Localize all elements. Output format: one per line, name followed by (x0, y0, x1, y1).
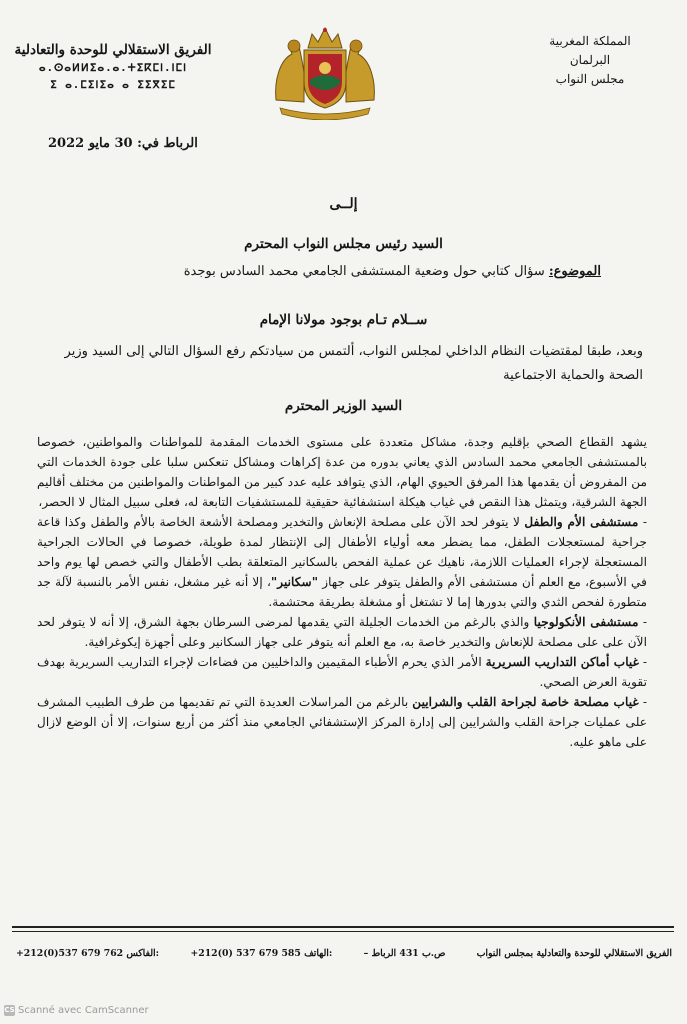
fax-label: الفاكس: (126, 948, 160, 959)
bullet-text: والذي بالرغم من الخدمات الجليلة التي يقدمها لمرضى السرطان بجهة الشرق، إلا أنه لا يتوفر لحد الآن على على مصلحة للإنعاش والتخدير خاصة به، مع العلم أنه يتوفر على جهاز السكانير وعلى أجهزة إيكوغرافية. (37, 615, 647, 649)
scanner-watermark (4, 1005, 149, 1016)
scanner-term: "سكانير" (270, 575, 319, 589)
camscanner-logo-icon: CS (4, 1006, 15, 1014)
subject-label: الموضوع: (548, 264, 601, 279)
bullet-title: غياب مصلحة خاصة لجراحة القلب والشرايين (412, 695, 639, 709)
footer-po-box: ص.ب 431 الرباط – (363, 948, 446, 959)
parliamentary-group-header (8, 40, 218, 94)
group-name-tifinagh-2: ⵉ ⴰ.ⵎⵉⵏⵉⴰ ⴰ ⵉⵉⴳⵉⵎ (50, 79, 176, 91)
minister-title: السيد الوزير المحترم (284, 398, 403, 414)
group-name: الفريق الاستقلالي للوحدة والتعادلية (14, 42, 212, 58)
letter-body (37, 432, 647, 752)
bullet-title: مستشفى الأنكولوجيا (533, 615, 639, 629)
bullet-title: مستشفى الأم والطفل (524, 515, 639, 529)
bullet-text-cont: ، إلا أنه غير مشغل، نفس الأمر بالنسبة لآلة جد متطورة لفحص الثدي والتي بدورها إما لا تشتغل أو مشغلة بطريقة محتشمة. (37, 575, 647, 609)
footer-phone (190, 948, 332, 959)
bullet-title: غياب أماكن التداريب السريرية (485, 655, 639, 669)
bullet-text: لا يتوفر لحد الآن على مصلحة الإنعاش والتخدير ومصلحة الأشعة الخاصة بالأم والطفل وكذا قاعة جراحية لمستعجلات الطفل، مما يضطر معه أولياء الأطفال إلى الإنتظار لمدة طويلة، خصوصا في الحالات الجراحية المستعجلة لإجراء العمليات اللازمة، ناهيك عن عملية الفحص بالسكانير المتعلقة بطب الأطفال والتي خصص لها يوم واحد في الأسبوع، مع العلم أن مستشفى الأم والطفل يتوفر على جهاز (37, 515, 647, 589)
to-label: إلــى (329, 196, 358, 212)
body-paragraph-1: يشهد القطاع الصحي بإقليم وجدة، مشاكل متعددة على مستوى الخدمات المقدمة للمواطنات والمواطنين، خصوصا بالمستشفى الجامعي محمد السادس الذي يعاني بدوره من عدة إكراهات ومشاكل تنعكس سلبا على جودة الخدمات التي من المفروض أن يقدمها هذا المرفق الحيوي الهام، الذي يتوافد عليه عدد كبير من المواطنات والمواطنين من مختلف أقاليم الجهة الشرقية، ويتمثل هذا النقص في غياب هيكلة استشفائية حقيقية للمستشفيات التابعة له، فعلى سبيل المثال لا الحصر، (37, 435, 647, 509)
moroccan-coat-of-arms-icon (270, 20, 380, 120)
footer (16, 948, 672, 959)
bullet-text: الأمر الذي يحرم الأطباء المقيمين والداخليين من فضاءات لإجراء التداريب السريرية بهدف تقوية العرض الصحي. (37, 655, 647, 689)
group-name-tifinagh: ⴰ.ⵙⴰⵍⵍⵉⴰ.ⴰ.ⵜⵉⴽⵎⵏ.ⵏⵎⵏ (38, 62, 188, 74)
footer-fax (16, 948, 159, 959)
fax-number: +212(0)537 679 762 (16, 948, 124, 959)
subject-text: سؤال كتابي حول وضعية المستشفى الجامعي محمد السادس بوجدة (183, 264, 549, 279)
phone-number: +212(0) 537 679 585 (190, 948, 301, 959)
kingdom-line: المملكة المغربية (549, 34, 631, 48)
intro-paragraph: وبعد، طبقا لمقتضيات النظام الداخلي لمجلس النواب، ألتمس من سيادتكم رفع السؤال التالي إلى السيد وزير الصحة والحماية الاجتماعية (64, 344, 643, 383)
institution-header (515, 32, 665, 89)
footer-group: الفريق الاستقلالي للوحدة والتعادلية بمجلس النواب (476, 948, 672, 959)
parliament-line: البرلمان (569, 53, 611, 67)
salutation: ســلام تـام بوجود مولانا الإمام (259, 312, 428, 328)
bullet-cardiac-surgery: - غياب مصلحة خاصة لجراحة القلب والشرايين بالرغم من المراسلات العديدة التي تم تقديمها من طرف الطبيب المشرف على عمليات جراحة القلب والشرايين إلى إدارة المركز الإستشفائي الجامعي منذ أكثر من أربع سنوات، إلا أن الوضع لازال على ماهو عليه. (37, 695, 647, 749)
scanner-watermark-text: Scanné avec CamScanner (18, 1005, 149, 1016)
bullet-clinical-training: - غياب أماكن التداريب السريرية الأمر الذي يحرم الأطباء المقيمين والداخليين من فضاءات لإجراء التداريب السريرية بهدف تقوية العرض الصحي. (37, 655, 647, 689)
bullet-oncology-hospital: - مستشفى الأنكولوجيا والذي بالرغم من الخدمات الجليلة التي يقدمها لمرضى السرطان بجهة الشرق، إلا أنه لا يتوفر لحد الآن على على مصلحة للإنعاش والتخدير خاصة به، مع العلم أنه يتوفر على جهاز السكانير وعلى أجهزة إيكوغرافية. (37, 615, 647, 649)
house-line: مجلس النواب (555, 72, 625, 86)
bullet-text: بالرغم من المراسلات العديدة التي تم تقديمها من طرف الطبيب المشرف على عمليات جراحة القلب والشرايين إلى إدارة المركز الإستشفائي الجامعي منذ أكثر من أربع سنوات، إلا أن الوضع لازال على ماهو عليه. (37, 695, 647, 749)
bullet-mother-child-hospital: - مستشفى الأم والطفل لا يتوفر لحد الآن على مصلحة الإنعاش والتخدير ومصلحة الأشعة الخاصة بالأم والطفل وكذا قاعة جراحية لمستعجلات الطفل، مما يضطر معه أولياء الأطفال إلى الإنتظار لمدة طويلة، خصوصا في الحالات الجراحية المستعجلة لإجراء العمليات اللازمة، ناهيك عن عملية الفحص بالسكانير المتعلقة بطب الأطفال والتي خصص لها يوم واحد في الأسبوع، مع العلم أن مستشفى الأم والطفل يتوفر على جهاز "سكانير"، إلا أنه غير مشغل، نفس الأمر بالنسبة لآلة جد متطورة لفحص الثدي والتي بدورها إما لا تشتغل أو مشغلة بطريقة محتشمة. (37, 515, 647, 609)
addressee: السيد رئيس مجلس النواب المحترم (244, 236, 443, 252)
footer-rule-thin (12, 931, 674, 932)
subject-line (61, 264, 601, 279)
footer-rule (12, 926, 674, 928)
phone-label: الهاتف: (304, 948, 333, 959)
document-date: الرباط في: 30 مايو 2022 (48, 136, 198, 151)
